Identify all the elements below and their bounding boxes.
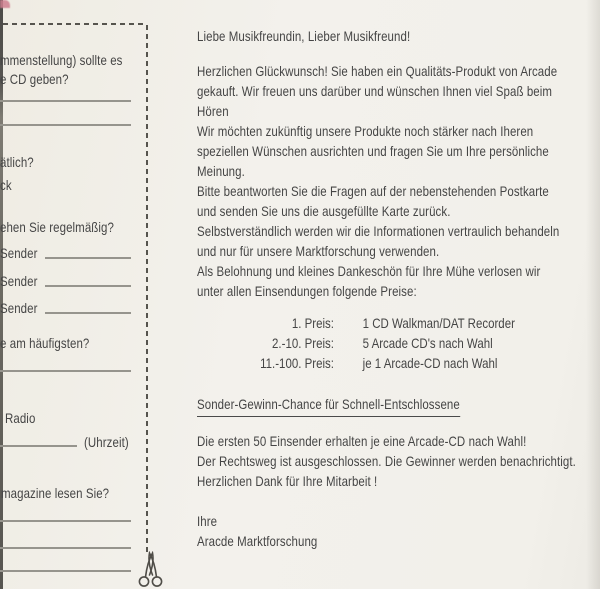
- signature-line: Aracde Marktforschung: [197, 533, 318, 549]
- letter-body-line: unter allen Einsendungen folgende Preise:: [197, 283, 417, 299]
- letter-signature: [197, 511, 597, 551]
- letter-closing: [197, 431, 597, 491]
- letter-closing-line: Der Rechtsweg ist ausgeschlossen. Die Gewinner werden benachrichtigt.: [197, 453, 576, 469]
- letter-body-line: speziellen Wünschen ausrichten und fragen Sie um Ihre persönliche: [197, 143, 549, 159]
- answer-line: [45, 312, 131, 314]
- answer-line: [0, 520, 131, 522]
- answer-line: [0, 100, 131, 102]
- sender-label: Sender: [0, 300, 38, 316]
- prize-row: [197, 353, 525, 373]
- prize-rank: 11.-100. Preis:: [260, 355, 334, 371]
- scan-artifact-pink: [0, 0, 10, 8]
- question-fragment: magazine lesen Sie?: [1, 485, 110, 501]
- question-fragment: ehen Sie regelmäßig?: [0, 219, 114, 235]
- cut-line-horizontal: [3, 23, 147, 25]
- letter-body-line: und nur für unsere Marktforschung verwenden.: [197, 243, 440, 259]
- sender-label: Sender: [0, 245, 38, 261]
- letter-body-line: Herzlichen Glückwunsch! Sie haben ein Qualitäts-Produkt von Arcade: [197, 63, 558, 79]
- letter-body: [197, 61, 597, 301]
- prize-rank: 2.-10. Preis:: [272, 335, 334, 351]
- answer-line: [0, 370, 131, 372]
- letter-closing-line: Herzlichen Dank für Ihre Mitarbeit !: [197, 473, 378, 489]
- letter-body-line: und senden Sie uns die ausgefüllte Karte zurück.: [197, 203, 451, 219]
- letter-body-line: Bitte beantworten Sie die Fragen auf der nebenstehenden Postkarte: [197, 183, 549, 199]
- prize-name: je 1 Arcade-CD nach Wahl: [362, 355, 498, 371]
- cut-line-vertical: [146, 25, 148, 553]
- prize-name: 1 CD Walkman/DAT Recorder: [362, 315, 515, 331]
- question-fragment: ätlich?: [0, 154, 34, 170]
- answer-line: [0, 445, 77, 447]
- prize-row: [197, 313, 525, 333]
- answer-line: [45, 285, 131, 287]
- scissors-icon: [136, 551, 166, 589]
- letter-body-line: Wir möchten zukünftig unsere Produkte noch stärker nach Iheren: [197, 123, 534, 139]
- letter-body-line: Meinung.: [197, 163, 245, 179]
- prize-rank: 1. Preis:: [291, 315, 334, 331]
- answer-line: [0, 570, 131, 572]
- answer-line: [45, 257, 131, 259]
- answer-line: [0, 547, 131, 549]
- letter-closing-line: Die ersten 50 Einsender erhalten je eine Arcade-CD nach Wahl!: [197, 433, 527, 449]
- question-fragment: e am häufigsten?: [0, 335, 90, 351]
- question-fragment: ck: [0, 177, 12, 193]
- time-label: (Uhrzeit): [84, 434, 129, 450]
- answer-line: [0, 124, 131, 126]
- radio-label: Radio: [5, 410, 36, 426]
- letter-body-line: Als Belohnung und kleines Dankeschön für Ihre Mühe verlosen wir: [197, 263, 541, 279]
- prize-list: [197, 313, 597, 373]
- prize-name: 5 Arcade CD's nach Wahl: [362, 335, 493, 351]
- letter-salutation: Liebe Musikfreundin, Lieber Musikfreund!: [197, 28, 411, 44]
- letter: [197, 0, 597, 589]
- question-fragment: e CD geben?: [0, 71, 69, 87]
- letter-body-line: Hören: [197, 103, 229, 119]
- sender-label: Sender: [0, 273, 38, 289]
- question-fragment: mmenstellung) sollte es: [0, 52, 123, 68]
- letter-body-line: Selbstverständlich werden wir die Informationen vertraulich behandeln: [197, 223, 560, 239]
- special-offer-heading: Sonder-Gewinn-Chance für Schnell-Entschlossene: [197, 394, 525, 414]
- letter-body-line: gekauft. Wir freuen uns darüber und wünschen Ihnen viel Spaß beim: [197, 83, 553, 99]
- prize-row: [197, 333, 525, 353]
- signature-line: Ihre: [197, 513, 218, 529]
